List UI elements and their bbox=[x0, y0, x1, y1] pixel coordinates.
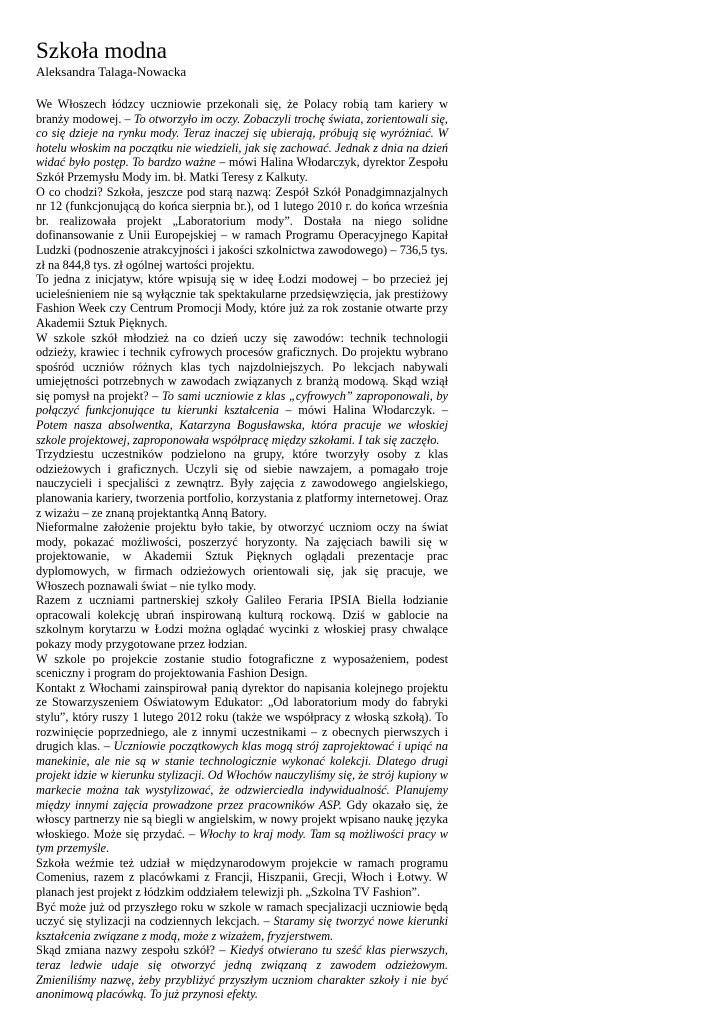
body-text: Trzydziestu uczestników podzielono na grupy, które tworzyły osoby z klas odzieżowych i graficznych. Uczyli się od siebie nawzajem, a pomagało troje nauczycieli i specjaliści z zewnątrz. Były zajęcia z zawodowego angielskiego, planowania kariery, tworzenia portfolio, korzystania z platformy internetowej. Oraz z wizażu – ze znaną projektantką Anną Batory. bbox=[36, 447, 449, 520]
body-text: Szkoła weźmie też udział w międzynarodowym projekcie w ramach programu Comenius, razem z placówkami z Francji, Hiszpanii, Grecji, Włoch i Łotwy. W planach jest projekt z łódzkim oddziałem telewizji ph. „Szkolna TV Fashion”. bbox=[36, 855, 448, 900]
quote-text: To otworzyło im oczy. Zobaczyli trochę świata, zorientowali się, co się dzieje na rynku mody. Teraz inaczej się ubierają, próbują się wyróżniać. W hotelu włoskim na początku nie wiedzieli, jak się zachować. Jednak z dnia na dzień widać było postęp. To bardzo ważne bbox=[36, 111, 448, 170]
body-text: Kontakt z Włochami zainspirował panią dyrektor do napisania kolejnego projektu ze Stowarzyszeniem Oświatowym Edukator: „Od laboratorium mody do fabryki stylu”, który ruszy 1 lutego 2012 roku (także we współpracy z włoską szkołą). To rozwinięcie poprzedniego, ale z innymi uczestnikami – z obecnych pierwszych i drugich klas. – bbox=[36, 680, 448, 754]
body-text: W szkole szkół młodzież na co dzień uczy się zawodów: technik technologii odzieży, krawiec i technik cyfrowych procesów graficznych. Do projektu wybrano spośród uczniów różnych klas tych najzdolniejszych. Po lekcjach nabywali umiejętności potrzebnych w zawodach związanych z branżą modową. Skąd wziął się pomysł na projekt? – bbox=[36, 330, 448, 403]
body-text: – mówi Halina Włodarczyk. – bbox=[278, 403, 448, 418]
body-text: Gdy okazało się, że włoscy partnerzy nie są biegli w angielskim, w nowy projekt wpisano naukę języka włoskiego. Może się przydać. – bbox=[36, 797, 448, 841]
body-text: . bbox=[106, 841, 110, 856]
article-paragraph bbox=[36, 97, 448, 185]
article-paragraph bbox=[36, 943, 448, 1001]
quote-text: Staramy się tworzyć nowe kierunki kształcenia związane z modą, może z wizażem, fryzjerstwem. bbox=[36, 914, 448, 943]
article-paragraph bbox=[36, 652, 448, 681]
document-page bbox=[36, 38, 448, 1002]
article-paragraph bbox=[36, 185, 448, 273]
article-body bbox=[36, 97, 448, 1002]
quote-text: Potem nasza absolwentka, Katarzyna Bogusławska, która pracuje we włoskiej szkole projektowej, zaproponowała współpracę między szkołami. I tak się zaczęło. bbox=[36, 418, 448, 447]
article-paragraph bbox=[36, 520, 448, 593]
body-text: We Włoszech łódzcy uczniowie przekonali się, że Polacy robią tam kariery w branży modowej. – bbox=[36, 97, 448, 126]
article-paragraph bbox=[36, 593, 448, 651]
body-text: W szkole po projekcie zostanie studio fotograficzne z wyposażeniem, podest sceniczny i program do projektowania Fashion Design. bbox=[36, 651, 448, 681]
article-title: Szkoła modna bbox=[36, 38, 167, 63]
article-paragraph bbox=[36, 331, 448, 448]
article-paragraph bbox=[36, 856, 448, 900]
article-paragraph bbox=[36, 447, 448, 520]
body-text: O co chodzi? Szkoła, jeszcze pod starą nazwą: Zespół Szkół Ponadgimnazjalnych nr 12 (funkcjonującą do końca sierpnia br.), od 1 lutego 2010 r. do końca września br. realizowała projekt „Laboratorium mody”. Dostała na niego solidne dofinansowanie z Unii Europejskiej – w ramach Programu Operacyjnego Kapitał Ludzki (podnoszenie atrakcyjności i jakości szkolnictwa zawodowego) – 736,5 tys. zł na 844,8 tys. zł ogólnej wartości projektu. bbox=[36, 184, 448, 272]
article-author: Aleksandra Talaga-Nowacka bbox=[36, 64, 187, 79]
body-text: Być może już od przyszłego roku w szkole w ramach specjalizacji uczniowie będą uczyć się stylizacji na codziennych lekcjach. – bbox=[36, 899, 448, 929]
body-text: Nieformalne założenie projektu było takie, by otworzyć uczniom oczy na świat mody, pokazać możliwości, poszerzyć horyzonty. Na zajęciach bawili się w projektowanie, w Akademii Sztuk Pięknych oglądali prezentacje prac dyplomowych, w firmach odzieżowych orientowali się, jak się pracuje, we Włoszech poznawali świat – nie tylko mody. bbox=[36, 520, 448, 593]
quote-text: Kiedyś otwierano tu sześć klas pierwszych, teraz ledwie udaje się otworzyć jedną związaną z zawodem odzieżowym. Zmieniliśmy nazwę, żeby przybliżyć przyszłym uczniom charakter szkoły i nie być anonimową placówką. To już przynosi efekty. bbox=[36, 943, 448, 1002]
quote-text: Uczniowie początkowych klas mogą strój zaprojektować i upiąć na manekinie, ale nie są w stanie technologicznie wykonać kolekcji. Dlatego drugi projekt idzie w kierunku stylizacji. Od Włochów nauczyliśmy się, że strój kupiony w markecie można tak wystylizować, że odzwierciedla indywidualność. Planujemy między innymi zajęcia prowadzone przez pracowników ASP. bbox=[36, 739, 448, 812]
article-paragraph bbox=[36, 681, 448, 856]
body-text: Skąd zmiana nazwy zespołu szkół? – bbox=[36, 943, 231, 958]
body-text: To jedna z inicjatyw, które wpisują się w ideę Łodzi modowej – bo przecież jej ucieleśnieniem nie są wyłącznie tak spektakularne przedsięwzięcia, jak prestiżowy Fashion Week czy Centrum Promocji Mody, które już za rok zostanie otwarte przy Akademii Sztuk Pięknych. bbox=[36, 272, 448, 330]
body-text: – mówi Halina Włodarczyk, dyrektor Zespołu Szkół Przemysłu Mody im. bł. Matki Teresy z Kalkuty. bbox=[36, 155, 448, 184]
quote-text: Włochy to kraj mody. Tam są możliwości pracy w tym przemyśle bbox=[36, 826, 448, 856]
body-text: Razem z uczniami partnerskiej szkoły Galileo Feraria IPSIA Biella łodzianie opracowali kolekcję ubrań inspirowaną kulturą rockową. Dziś w gablocie na szkolnym korytarzu w Łodzi można oglądać wycinki z włoskiej prasy chwalące pokazy mody przygotowane przez łodzian. bbox=[36, 593, 448, 651]
article-paragraph bbox=[36, 900, 448, 944]
article-paragraph bbox=[36, 272, 448, 330]
quote-text: To sami uczniowie z klas „cyfrowych” zaproponowali, by połączyć funkcjonujące tu kierunki kształcenia bbox=[36, 388, 448, 418]
